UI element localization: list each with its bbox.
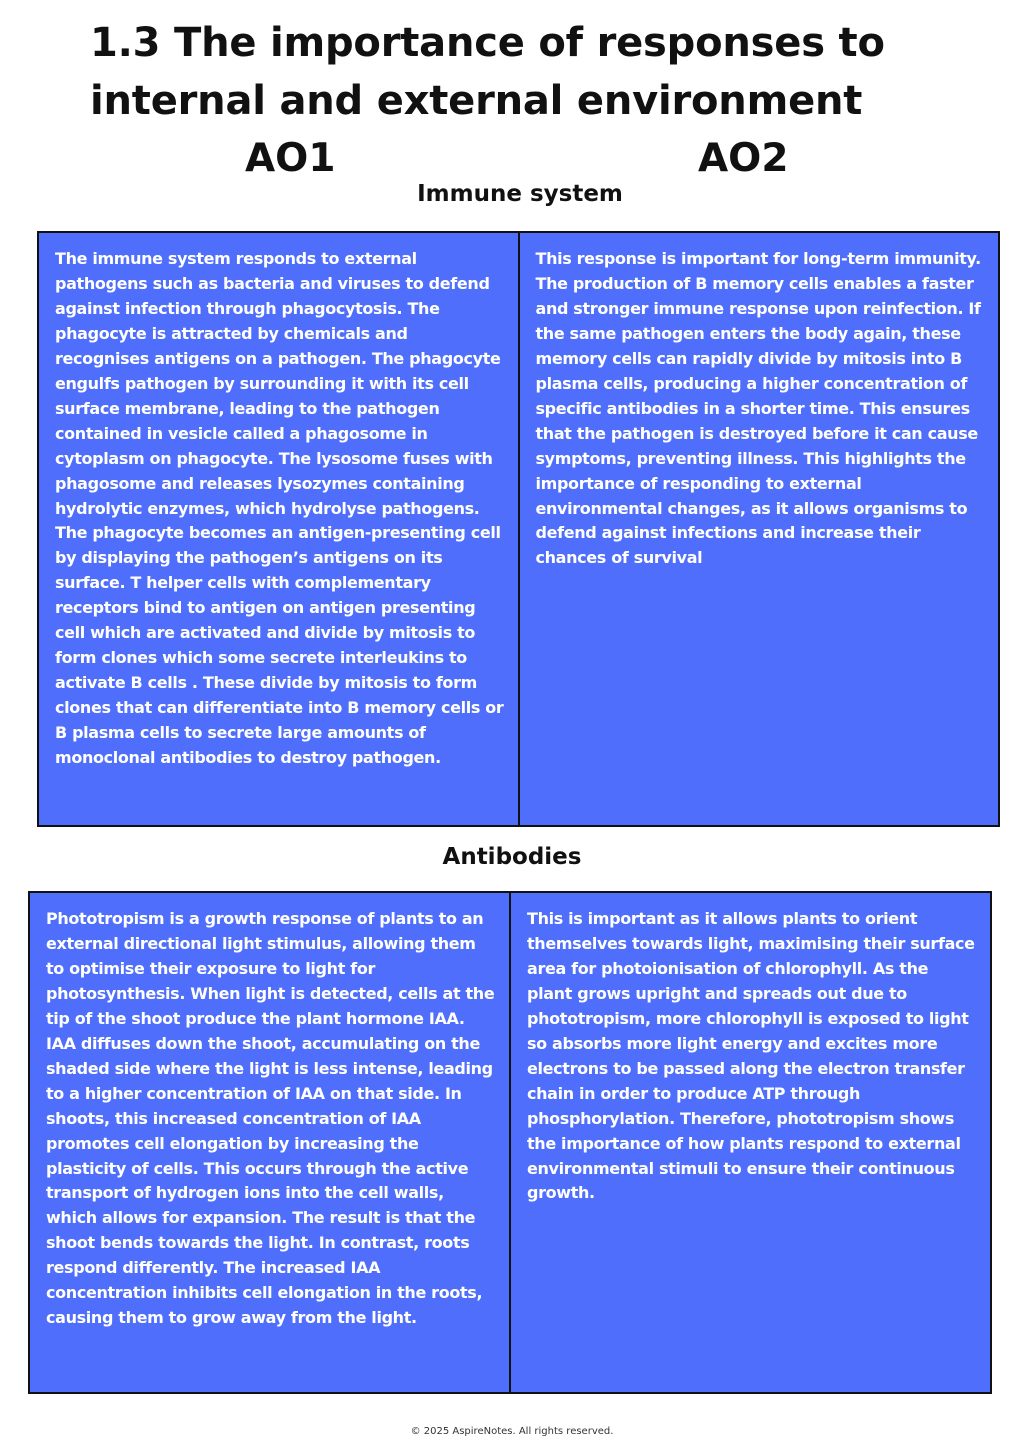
immune-ao1-text: The immune system responds to external pathogens such as bacteria and viruses to defend against infection through phagocytosis. The phagocyte is attracted by chemicals and recognises antigens on a pathogen. The phagocyte engulfs pathogen by surrounding it with its cell surface membrane, leading to the pathogen contained in vesicle called a phagosome in cytoplasm on phagocyte. The lysosome fuses with phagosome and releases lysozymes containing hydrolytic enzymes, which hydrolyse pathogens. The phagocyte becomes an antigen-presenting cell by displaying the pathogen’s antigens on its surface. T helper cells with complementary receptors bind to antigen on antigen presenting cell which are activated and divide by mitosis to form clones which some secrete interleukins to activate B cells . These divide by mitosis to form clones that can differentiate into B memory cells or B plasma cells to secrete large amounts of monoclonal antibodies to destroy pathogen. [39, 233, 520, 825]
antibodies-ao2-text: This is important as it allows plants to orient themselves towards light, maximising their surface area for photoionisation of chlorophyll. As the plant grows upright and spreads out due to phototropism, more chlorophyll is exposed to light so absorbs more light energy and excites more electrons to be passed along the electron transfer chain in order to produce ATP through phosphorylation. Therefore, phototropism shows the importance of how plants respond to external environmental stimuli to ensure their continuous growth. [527, 909, 975, 1203]
copyright-footer: © 2025 AspireNotes. All rights reserved. [410, 1426, 614, 1437]
antibodies-ao1-text: Phototropism is a growth response of plants to an external directional light stimulus, allowing them to optimise their exposure to light for photosynthesis. When light is detected, cells at the tip of the shoot produce the plant hormone IAA. IAA diffuses down the shoot, accumulating on the shaded side where the light is less intense, leading to a higher concentration of IAA on that side. In shoots, this increased concentration of IAA promotes cell elongation by increasing the plasticity of cells. This occurs through the active transport of hydrogen ions into the cell walls, which allows for expansion. The result is that the shoot bends towards the light. In contrast, roots respond differently. The increased IAA concentration inhibits cell elongation in the roots, causing them to grow away from the light. [30, 893, 511, 1392]
antibodies-heading: Antibodies [442, 844, 582, 870]
immune-ao2-text: This response is important for long-term immunity. The production of B memory cells enables a faster and stronger immune response upon reinfection. If the same pathogen enters the body again, these memory cells can rapidly divide by mitosis into B plasma cells, producing a higher concentration of specific antibodies in a shorter time. This ensures that the pathogen is destroyed before it can cause symptoms, preventing illness. This highlights the importance of responding to external environmental changes, as it allows organisms to defend against infections and increase their chances of survival [535, 249, 981, 568]
page-title-line-2: internal and external environment [90, 78, 863, 124]
page-title [90, 14, 990, 130]
ao1-column-label: AO1 [245, 136, 336, 181]
immune-system-heading: Immune system [417, 181, 623, 207]
immune-system-panel [37, 231, 1000, 827]
page-title-line-1: 1.3 The importance of responses to [90, 20, 885, 66]
antibodies-panel [28, 891, 992, 1394]
ao2-column-label: AO2 [698, 136, 789, 181]
